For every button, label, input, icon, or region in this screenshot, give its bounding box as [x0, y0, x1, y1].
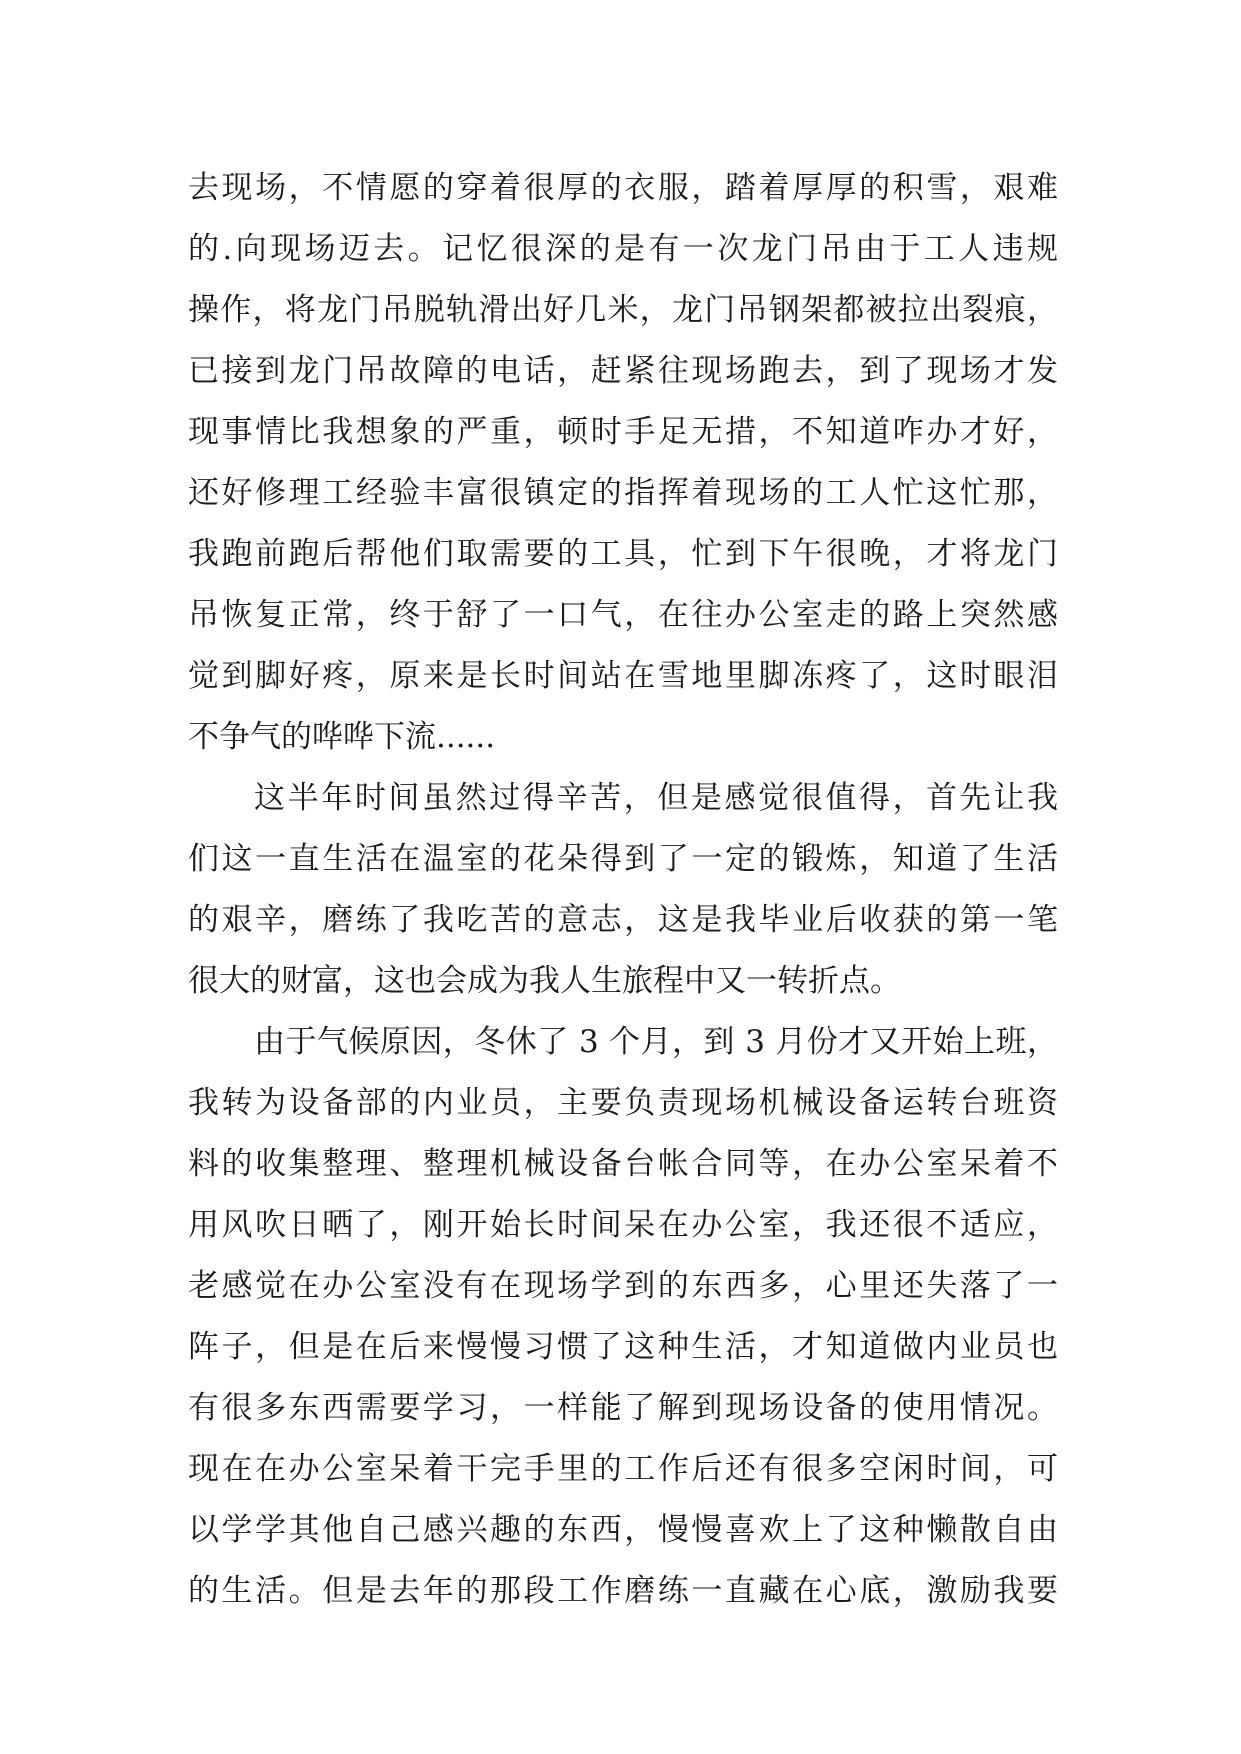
- text-line: 操作，将龙门吊脱轨滑出好几米，龙门吊钢架都被拉出裂痕，: [188, 292, 1058, 328]
- text-line: 还好修理工经验丰富很镇定的指挥着现场的工人忙这忙那，: [188, 475, 1058, 511]
- paragraph-first-line: 由于气候原因，冬休了 3 个月，到 3 月份才又开始上班，: [254, 1024, 1058, 1060]
- text-line: 用风吹日晒了，刚开始长时间呆在办公室，我还很不适应，: [188, 1207, 1058, 1243]
- text-line: 以学学其他自己感兴趣的东西，慢慢喜欢上了这种懒散自由: [188, 1512, 1058, 1548]
- text-line: 老感觉在办公室没有在现场学到的东西多，心里还失落了一: [188, 1268, 1058, 1304]
- text-line: 料的收集整理、整理机械设备台帐合同等，在办公室呆着不: [188, 1146, 1058, 1182]
- text-line: 的艰辛，磨练了我吃苦的意志，这是我毕业后收获的第一笔: [188, 902, 1058, 938]
- paragraph-first-line: 这半年时间虽然过得辛苦，但是感觉很值得，首先让我: [254, 780, 1058, 816]
- text-line: 我转为设备部的内业员，主要负责现场机械设备运转台班资: [188, 1085, 1058, 1121]
- text-line: 们这一直生活在温室的花朵得到了一定的锻炼，知道了生活: [188, 841, 1058, 877]
- text-line: 很大的财富，这也会成为我人生旅程中又一转折点。: [188, 963, 901, 999]
- text-line: 不争气的哗哗下流......: [188, 719, 496, 755]
- text-line: 的.向现场迈去。记忆很深的是有一次龙门吊由于工人违规: [188, 231, 1058, 267]
- text-line: 吊恢复正常，终于舒了一口气，在往办公室走的路上突然感: [188, 597, 1058, 633]
- text-line: 的生活。但是去年的那段工作磨练一直藏在心底，激励我要: [188, 1573, 1058, 1609]
- text-line: 觉到脚好疼，原来是长时间站在雪地里脚冻疼了，这时眼泪: [188, 658, 1058, 694]
- text-line: 有很多东西需要学习，一样能了解到现场设备的使用情况。: [188, 1390, 1058, 1426]
- text-line: 我跑前跑后帮他们取需要的工具，忙到下午很晚，才将龙门: [188, 536, 1058, 572]
- text-line: 现在在办公室呆着干完手里的工作后还有很多空闲时间，可: [188, 1451, 1058, 1487]
- text-line: 现事情比我想象的严重，顿时手足无措，不知道咋办才好，: [188, 414, 1058, 450]
- text-line: 已接到龙门吊故障的电话，赶紧往现场跑去，到了现场才发: [188, 353, 1058, 389]
- text-line: 阵子，但是在后来慢慢习惯了这种生活，才知道做内业员也: [188, 1329, 1058, 1365]
- text-line: 去现场，不情愿的穿着很厚的衣服，踏着厚厚的积雪，艰难: [188, 170, 1058, 206]
- body-text: [188, 158, 1058, 1622]
